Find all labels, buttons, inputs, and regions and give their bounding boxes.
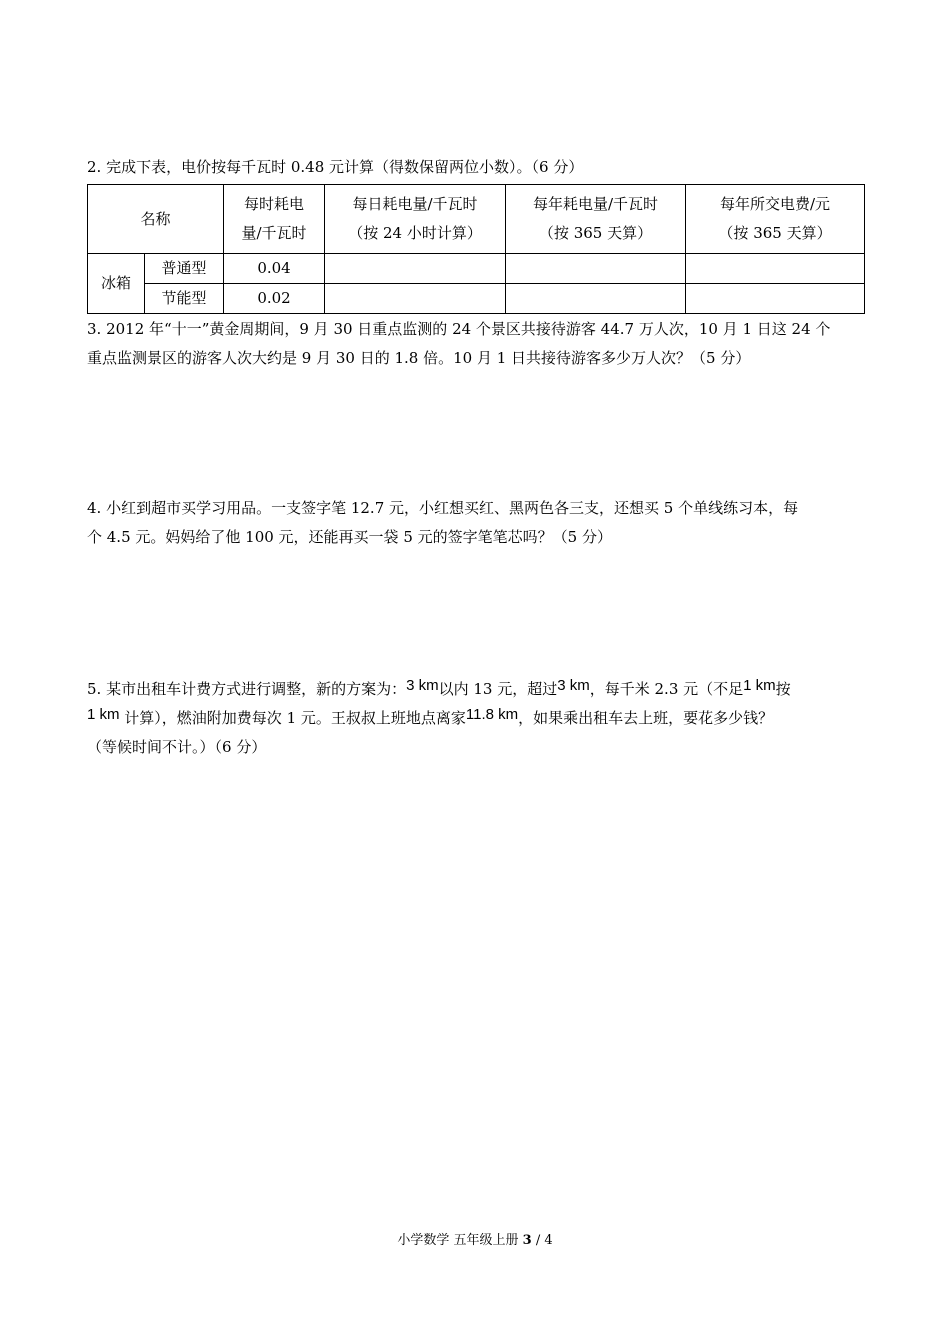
header-yearly: 每年耗电量/千瓦时 （按 365 天算）: [506, 185, 686, 254]
answer-cell-fee[interactable]: [686, 284, 865, 314]
question-4-line-2: 个 4.5 元。妈妈给了他 100 元，还能再买一袋 5 元的签字笔笔芯吗？（5 分）: [87, 528, 612, 546]
answer-cell-yearly[interactable]: [506, 254, 686, 284]
header-daily: 每日耗电量/千瓦时 （按 24 小时计算）: [325, 185, 506, 254]
header-name: 名称: [88, 185, 224, 254]
question-5: [87, 675, 865, 762]
table-row: [88, 254, 865, 284]
unit-km: 11.8 km: [465, 706, 519, 723]
answer-cell-daily[interactable]: [325, 284, 506, 314]
group-label: 冰箱: [88, 254, 145, 314]
unit-km: 3 km: [557, 677, 590, 694]
question-5-line-1: 5. 某市出租车计费方式进行调整，新的方案为：3 km以内 13 元，超过3 km，每千米 2.3 元（不足1 km按: [87, 677, 791, 698]
row-type: 节能型: [145, 284, 224, 314]
table-row: [88, 284, 865, 314]
header-fee: 每年所交电费/元 （按 365 天算）: [686, 185, 865, 254]
answer-cell-daily[interactable]: [325, 254, 506, 284]
header-hourly: 每时耗电 量/千瓦时: [224, 185, 325, 254]
footer-subject: 小学数学 五年级上册: [397, 1233, 523, 1248]
question-3-line-2: 重点监测景区的游客人次大约是 9 月 30 日的 1.8 倍。10 月 1 日共接待游客多少万人次？（5 分）: [87, 349, 751, 367]
page-footer: [0, 1229, 950, 1248]
table-header-row: [88, 185, 865, 254]
question-2-text: 2. 完成下表，电价按每千瓦时 0.48 元计算（得数保留两位小数）。（6 分）: [87, 158, 584, 176]
unit-km: 1 km: [87, 706, 120, 723]
question-5-line-2: 1 km 计算），燃油附加费每次 1 元。王叔叔上班地点离家11.8 km，如果乘出租车去上班，要花多少钱？: [87, 706, 774, 727]
page-total: / 4: [531, 1233, 553, 1248]
answer-cell-yearly[interactable]: [506, 284, 686, 314]
question-4-line-1: 4. 小红到超市买学习用品。一支签字笔 12.7 元，小红想买红、黑两色各三支，还想买 5 个单线练习本，每: [87, 499, 799, 517]
row-hourly: 0.02: [224, 284, 325, 314]
question-4: [87, 494, 865, 552]
unit-km: 1 km: [743, 677, 776, 694]
answer-cell-fee[interactable]: [686, 254, 865, 284]
electricity-table: [87, 184, 865, 314]
question-5-line-3: （等候时间不计。）（6 分）: [87, 738, 267, 756]
row-type: 普通型: [145, 254, 224, 284]
page-number: 3: [522, 1233, 532, 1248]
row-hourly: 0.04: [224, 254, 325, 284]
question-3-line-1: 3. 2012 年“十一”黄金周期间，9 月 30 日重点监测的 24 个景区共接待游客 44.7 万人次，10 月 1 日这 24 个: [87, 320, 831, 338]
question-3: [87, 315, 865, 373]
unit-km: 3 km: [406, 677, 439, 694]
